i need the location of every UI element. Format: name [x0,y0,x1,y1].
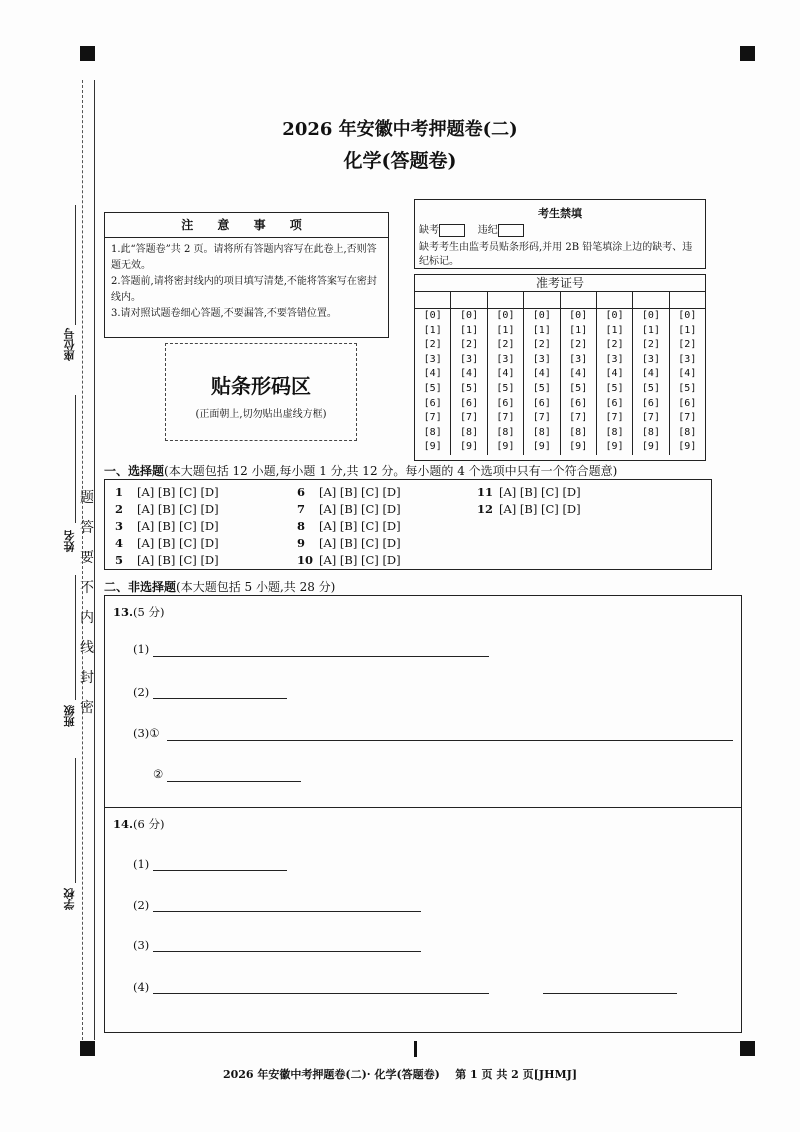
exam-id-digit-bubble[interactable]: [4] [496,368,515,380]
exam-id-digit-bubble[interactable]: [7] [569,412,588,424]
choice-number: 8 [297,519,306,533]
notice-item: 3.请对照试题卷细心答题,不要漏答,不要答错位置。 [111,308,337,319]
section1-title: 一、选择题 [104,464,165,478]
exam-id-digit-bubble[interactable]: [0] [641,310,660,321]
exam-id-digit-bubble[interactable]: [5] [460,382,479,394]
exam-id-digit-bubble[interactable]: [3] [641,353,660,365]
exam-id-digit-bubble[interactable]: [2] [678,339,697,351]
exam-id-digit-bubble[interactable]: [9] [605,441,624,453]
exam-id-digit-bubble[interactable]: [1] [532,324,551,336]
q14-part-4a-answer-line[interactable] [153,993,489,994]
exam-id-digit-bubble[interactable]: [0] [569,310,588,321]
notice-heading: 注 意 事 项 [105,213,388,238]
exam-id-digit-bubble[interactable]: [5] [605,382,624,394]
center-tick-mark [414,1041,417,1057]
choice-options[interactable]: [A] [B] [C] [D] [137,485,219,499]
choice-number: 3 [115,519,124,533]
q14-part-2-answer-line[interactable] [153,911,421,912]
choice-options[interactable]: [A] [B] [C] [D] [137,536,219,550]
exam-id-digit-column [415,309,451,455]
exam-id-digit-bubble[interactable]: [6] [460,397,479,409]
q13-title: 13. [113,605,134,619]
registration-mark-top-right [740,46,755,61]
q13-heading [113,604,164,620]
exam-id-digit-bubble[interactable]: [3] [496,353,515,365]
choice-options[interactable]: [A] [B] [C] [D] [137,502,219,516]
exam-id-digit-bubble[interactable]: [4] [678,368,697,380]
exam-id-digit-bubble[interactable]: [8] [605,426,624,438]
exam-id-digit-column [560,309,596,455]
choice-options[interactable]: [A] [B] [C] [D] [319,536,401,550]
notice-item: 2.答题前,请将密封线内的项目填写清楚,不能将答案写在密封线内。 [111,276,377,303]
q13-part-2-answer-line[interactable] [153,698,287,699]
choice-number: 12 [477,502,494,516]
exam-id-digit-column [633,309,669,455]
q14-part-3-label: (3) [133,938,150,952]
registration-mark-bottom-left [80,1041,95,1056]
exam-id-digit-bubble[interactable]: [6] [605,397,624,409]
footer-page: 第 1 页 共 2 页[JHMJ] [455,1068,578,1081]
exam-id-write-cell[interactable] [524,292,560,309]
choice-options[interactable]: [A] [B] [C] [D] [319,502,401,516]
name-field-line[interactable] [75,395,76,523]
choice-question-12[interactable] [477,502,581,516]
exam-id-digit-bubble[interactable]: [6] [423,397,442,409]
exam-id-digit-bubble[interactable]: [7] [678,412,697,424]
question-14-box [104,807,742,1033]
q14-score: (6 分) [133,817,165,831]
exam-id-digit-bubble[interactable]: [9] [641,441,660,453]
exam-id-write-cell[interactable] [669,292,705,309]
seat-number-label: 座位号 [63,328,76,361]
section2-heading [104,578,335,595]
exam-id-digit-bubble[interactable]: [9] [678,441,697,453]
choice-number: 11 [477,485,494,499]
q14-part-1-label: (1) [133,857,150,871]
page-footer [0,1066,800,1082]
q13-part-3a-answer-line[interactable] [167,740,733,741]
exam-id-digit-bubble[interactable]: [9] [569,441,588,453]
exam-id-digit-column [669,309,705,455]
page-title: 2026 年安徽中考押题卷(二) [282,119,518,140]
q13-part-3b-answer-line[interactable] [167,781,301,782]
exam-id-digit-bubble[interactable]: [3] [423,353,442,365]
exam-id-digit-bubble[interactable]: [4] [569,368,588,380]
class-field-line[interactable] [75,575,76,700]
exam-id-digit-bubble[interactable]: [7] [460,412,479,424]
exam-id-digit-bubble[interactable]: [2] [605,339,624,351]
q14-part-1-answer-line[interactable] [153,870,287,871]
exam-id-digit-column [596,309,632,455]
choice-question-10[interactable] [297,553,401,567]
exam-id-digit-bubble[interactable]: [0] [532,310,551,321]
exam-id-digit-bubble[interactable]: [4] [532,368,551,380]
barcode-area[interactable] [165,343,357,441]
restricted-heading: 考生禁填 [538,207,582,220]
absent-label: 缺考 [419,225,439,236]
page-subtitle: 化学(答题卷) [343,150,457,172]
choice-number: 5 [115,553,124,567]
choice-number: 9 [297,536,306,550]
exam-id-digit-bubble[interactable]: [2] [460,339,479,351]
exam-id-digit-bubble[interactable]: [7] [496,412,515,424]
exam-id-write-cell[interactable] [633,292,669,309]
restricted-note: 缺考考生由监考员贴条形码,并用 2B 铅笔填涂上边的缺考、违纪标记。 [419,242,693,267]
exam-id-digit-bubble[interactable]: [8] [423,426,442,438]
exam-id-digit-bubble[interactable]: [3] [460,353,479,365]
exam-id-heading: 准考证号 [415,275,705,292]
exam-id-digit-bubble[interactable]: [1] [678,324,697,336]
exam-id-digit-column [487,309,523,455]
exam-id-write-cell[interactable] [487,292,523,309]
seal-text-char: 封 [80,670,94,686]
exam-id-digit-bubble[interactable]: [2] [496,339,515,351]
exam-id-digit-column [451,309,487,455]
exam-id-digit-bubble[interactable]: [6] [532,397,551,409]
seal-text-char: 内 [80,610,94,626]
q14-heading [113,816,164,832]
exam-id-digit-bubble[interactable]: [4] [641,368,660,380]
q13-part-2-label: (2) [133,685,150,699]
exam-id-write-cell[interactable] [596,292,632,309]
exam-id-write-cell[interactable] [415,292,451,309]
exam-id-digit-bubble[interactable]: [6] [496,397,515,409]
exam-id-digit-column [524,309,560,455]
q14-part-2-label: (2) [133,898,150,912]
registration-mark-top-left [80,46,95,61]
school-field-line[interactable] [75,758,76,883]
exam-id-digit-bubble[interactable]: [5] [423,382,442,394]
exam-id-digit-bubble[interactable]: [8] [641,426,660,438]
exam-id-digit-bubble[interactable]: [5] [532,382,551,394]
choice-options[interactable]: [A] [B] [C] [D] [137,519,219,533]
exam-id-digit-bubble[interactable]: [7] [423,412,442,424]
choice-question-9[interactable] [297,536,401,550]
choice-question-4[interactable] [115,536,219,550]
choice-number: 4 [115,536,124,550]
exam-id-digit-bubble[interactable]: [8] [532,426,551,438]
barcode-title: 贴条形码区 [211,374,311,398]
exam-id-digit-bubble[interactable]: [0] [678,310,697,321]
choice-question-1[interactable] [115,485,219,499]
exam-id-digit-bubble[interactable]: [8] [460,426,479,438]
choice-number: 1 [115,485,124,499]
notice-item: 1.此“答题卷”共 2 页。请将所有答题内容写在此卷上,否则答题无效。 [111,244,377,271]
choice-options[interactable]: [A] [B] [C] [D] [319,519,401,533]
exam-id-digit-bubble[interactable]: [4] [423,368,442,380]
seal-text-char: 不 [80,580,94,596]
exam-id-digit-bubble[interactable]: [8] [678,426,697,438]
choice-number: 2 [115,502,124,516]
q13-part-1-answer-line[interactable] [153,656,489,657]
registration-mark-bottom-right [740,1041,755,1056]
exam-id-digit-bubble[interactable]: [1] [496,324,515,336]
q14-part-4-label: (4) [133,980,150,994]
exam-id-digit-bubble[interactable]: [0] [496,310,515,321]
absent-mark-box[interactable] [439,224,465,237]
q13-score: (5 分) [133,605,165,619]
violation-label: 违纪 [477,225,498,236]
notice-box [104,212,389,338]
section1-desc: (本大题包括 12 小题,每小题 1 分,共 12 分。每小题的 4 个选项中只有一个符合题意) [164,464,618,478]
exam-id-digit-bubble[interactable]: [0] [605,310,624,321]
exam-id-digit-bubble[interactable]: [2] [641,339,660,351]
class-label: 班级 [63,705,76,727]
choice-question-8[interactable] [297,519,401,533]
exam-id-digit-bubble[interactable]: [6] [641,397,660,409]
exam-id-digit-bubble[interactable]: [5] [678,382,697,394]
section2-title: 二、非选择题 [104,580,177,594]
exam-id-digit-bubble[interactable]: [5] [569,382,588,394]
exam-id-digit-bubble[interactable]: [1] [569,324,588,336]
section1-heading [104,462,617,479]
exam-id-digit-bubble[interactable]: [3] [678,353,697,365]
choice-options[interactable]: [A] [B] [C] [D] [499,502,581,516]
violation-mark-box[interactable] [498,224,524,237]
seal-text-top: 题 [80,490,94,506]
q14-part-3-answer-line[interactable] [153,951,421,952]
seal-text-char: 答 [80,520,94,536]
seal-text-char: 要 [80,550,94,566]
choice-question-7[interactable] [297,502,401,516]
section2-desc: (本大题包括 5 小题,共 28 分) [176,580,336,594]
choice-question-6[interactable] [297,485,401,499]
exam-id-grid [414,274,706,461]
exam-id-digit-bubble[interactable]: [2] [423,339,442,351]
choice-number: 6 [297,485,306,499]
seal-text-char: 线 [80,640,94,656]
exam-id-digit-bubble[interactable]: [0] [423,310,442,321]
exam-id-digit-bubble[interactable]: [4] [605,368,624,380]
question-13-box [104,595,742,808]
q13-part-3b-label: ② [153,767,164,781]
choice-options[interactable]: [A] [B] [C] [D] [319,485,401,499]
choice-options[interactable]: [A] [B] [C] [D] [319,553,401,567]
choice-question-11[interactable] [477,485,581,499]
exam-id-digit-bubble[interactable]: [8] [569,426,588,438]
barcode-hint: (正面朝上,切勿贴出虚线方框) [195,409,327,420]
choice-options[interactable]: [A] [B] [C] [D] [137,553,219,567]
exam-id-digit-bubble[interactable]: [9] [423,441,442,453]
exam-id-digit-bubble[interactable]: [5] [496,382,515,394]
choice-question-3[interactable] [115,519,219,533]
school-label: 学校 [63,888,76,910]
exam-id-write-cell[interactable] [451,292,487,309]
seal-line [94,80,95,1040]
exam-id-digit-bubble[interactable]: [7] [605,412,624,424]
seal-text-char: 密 [80,700,94,716]
choice-question-5[interactable] [115,553,219,567]
exam-id-write-cell[interactable] [560,292,596,309]
exam-id-digit-bubble[interactable]: [9] [496,441,515,453]
choice-options[interactable]: [A] [B] [C] [D] [499,485,581,499]
exam-id-digit-bubble[interactable]: [1] [641,324,660,336]
q14-part-4b-answer-line[interactable] [543,993,677,994]
exam-id-digit-bubble[interactable]: [6] [569,397,588,409]
exam-id-digit-bubble[interactable]: [0] [460,310,479,321]
exam-id-digit-bubble[interactable]: [7] [532,412,551,424]
exam-id-digit-bubble[interactable]: [1] [423,324,442,336]
exam-id-digit-bubble[interactable]: [6] [678,397,697,409]
exam-id-digit-bubble[interactable]: [9] [460,441,479,453]
footer-title: 2026 年安徽中考押题卷(二)· 化学(答题卷) [222,1068,440,1081]
exam-id-digit-bubble[interactable]: [1] [460,324,479,336]
choice-answer-box [104,479,712,570]
exam-id-digit-bubble[interactable]: [5] [641,382,660,394]
choice-number: 10 [297,553,314,567]
q14-title: 14. [113,817,134,831]
exam-id-digit-bubble[interactable]: [3] [532,353,551,365]
exam-id-digit-bubble[interactable]: [4] [460,368,479,380]
exam-id-digit-bubble[interactable]: [1] [605,324,624,336]
q13-part-1-label: (1) [133,642,150,656]
exam-id-digit-bubble[interactable]: [9] [532,441,551,453]
choice-question-2[interactable] [115,502,219,516]
seat-number-line[interactable] [75,205,76,325]
exam-id-digit-bubble[interactable]: [2] [569,339,588,351]
exam-id-digit-bubble[interactable]: [3] [569,353,588,365]
exam-id-digit-bubble[interactable]: [3] [605,353,624,365]
exam-id-digit-bubble[interactable]: [7] [641,412,660,424]
candidate-restricted-box [414,199,706,269]
exam-id-digit-bubble[interactable]: [8] [496,426,515,438]
name-label: 姓名 [63,530,76,552]
exam-id-digit-bubble[interactable]: [2] [532,339,551,351]
q13-part-3-label: (3)① [133,726,160,740]
choice-number: 7 [297,502,306,516]
